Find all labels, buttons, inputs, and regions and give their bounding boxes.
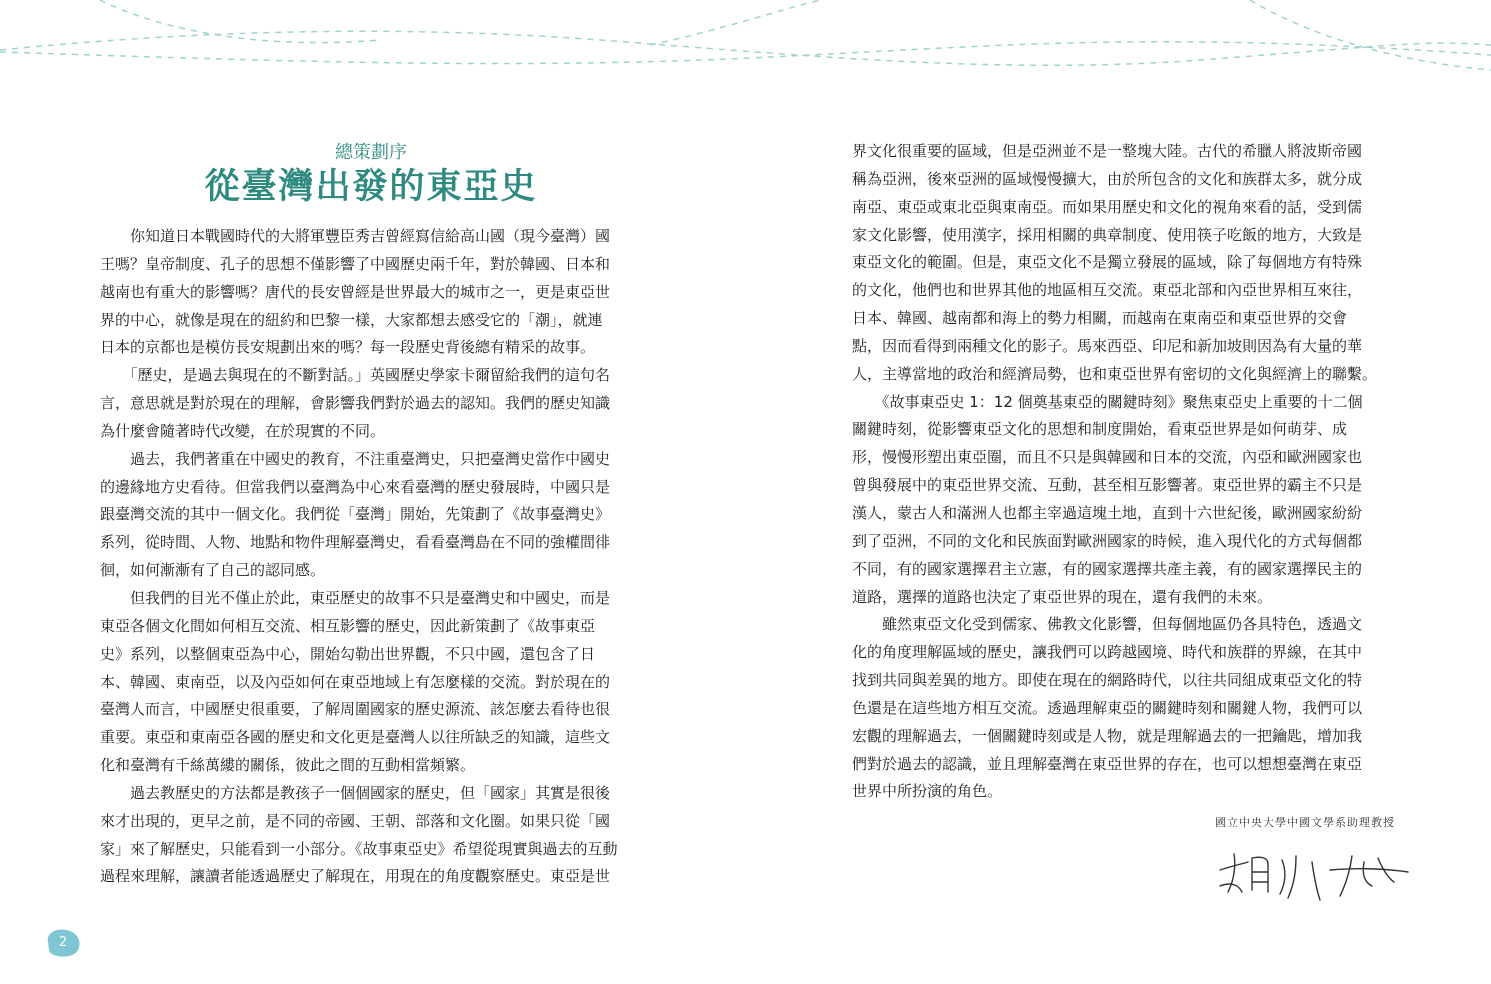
- text-line: 南亞、東亞或東北亞與東南亞。而如果用歷史和文化的視角來看的話，受到儒: [852, 197, 1363, 216]
- decorative-wave-lines: [0, 0, 1491, 120]
- text-line: 化和臺灣有千絲萬縷的關係，彼此之間的互動相當頻繁。: [100, 756, 476, 775]
- preface-subtitle: 總策劃序: [335, 142, 407, 163]
- text-line: 雖然東亞文化受到儒家、佛教文化影響，但每個地區仍各具特色，透過文: [852, 615, 1363, 634]
- text-line: 關鍵時刻，從影響東亞文化的思想和制度開始，看東亞世界是如何萌芽、成: [852, 420, 1348, 439]
- text-line: 的邊緣地方史看待。但當我們以臺灣為中心來看臺灣的歷史發展時，中國只是: [100, 477, 611, 496]
- text-line: 史》系列，以整個東亞為中心，開始勾勒出世界觀，不只中國，還包含了日: [100, 644, 596, 663]
- text-line: 家」來了解歷史，只能看到一小部分。《故事東亞史》希望從現實與過去的互動: [100, 839, 618, 858]
- left-text-column: [100, 223, 643, 891]
- text-line: 們對於過去的認識，並且理解臺灣在東亞世界的存在，也可以想想臺灣在東亞: [852, 754, 1363, 773]
- text-line: 道路，選擇的道路也決定了東亞世界的現在，還有我們的未來。: [852, 587, 1273, 606]
- text-line: 你知道日本戰國時代的大將軍豐臣秀吉曾經寫信給高山國（現今臺灣）國: [100, 227, 611, 245]
- text-line: 跟臺灣交流的其中一個文化。我們從「臺灣」開始，先策劃了《故事臺灣史》: [100, 505, 611, 524]
- text-line: 家文化影響，使用漢字，採用相關的典章制度、使用筷子吃飯的地方，大致是: [852, 225, 1363, 244]
- text-line: 不同，有的國家選擇君主立憲，有的國家選擇共產主義，有的國家選擇民主的: [852, 559, 1363, 578]
- text-line: 點，因而看得到兩種文化的影子。馬來西亞、印尼和新加坡則因為有大量的華: [852, 336, 1363, 355]
- text-line: 色還是在這些地方相互交流。透過理解東亞的關鍵時刻和關鍵人物，我們可以: [852, 698, 1363, 717]
- text-line: 界的中心，就像是現在的紐約和巴黎一樣，大家都想去感受它的「潮」，就連: [100, 310, 603, 329]
- text-line: 世界中所扮演的角色。: [852, 782, 1003, 801]
- author-affiliation: 國立中央大學中國文學系助理教授: [1215, 816, 1395, 829]
- text-line: 東亞文化的範圍。但是，東亞文化不是獨立發展的區域，除了每個地方有特殊: [852, 253, 1363, 272]
- page-title: 從臺灣出發的東亞史: [204, 167, 538, 207]
- text-line: 系列，從時間、人物、地點和物件理解臺灣史，看看臺灣島在不同的強權間徘: [100, 533, 611, 552]
- text-line: 日本的京都也是模仿長安規劃出來的嗎？每一段歷史背後總有精采的故事。: [100, 338, 596, 357]
- text-line: 宏觀的理解過去，一個關鍵時刻或是人物，就是理解過去的一把鑰匙，增加我: [852, 726, 1363, 745]
- text-line: 日本、韓國、越南都和海上的勢力相關，而越南在東南亞和東亞世界的交會: [852, 309, 1348, 328]
- text-line: 《故事東亞史 1：12 個奠基東亞的關鍵時刻》聚焦東亞史上重要的十二個: [852, 392, 1363, 411]
- text-line: 過去，我們著重在中國史的教育，不注重臺灣史，只把臺灣史當作中國史: [100, 449, 611, 468]
- page-number: 2: [58, 935, 68, 950]
- text-line: 過去教歷史的方法都是教孩子一個個國家的歷史，但「國家」其實是很後: [100, 783, 611, 802]
- text-line: 到了亞洲，不同的文化和民族面對歐洲國家的時候，進入現代化的方式每個都: [852, 531, 1363, 550]
- handwritten-signature: [1212, 842, 1412, 912]
- text-line: 徊，如何漸漸有了自己的認同感。: [100, 561, 326, 580]
- text-line: 形，慢慢形塑出東亞圈，而且不只是與韓國和日本的交流，內亞和歐洲國家也: [852, 448, 1363, 467]
- text-line: 但我們的目光不僅止於此，東亞歷史的故事不只是臺灣史和中國史，而是: [100, 588, 611, 607]
- text-line: 越南也有重大的影響嗎？唐代的長安曾經是世界最大的城市之一，更是東亞世: [100, 282, 611, 301]
- text-line: 王嗎？皇帝制度、孔子的思想不僅影響了中國歷史兩千年，對於韓國、日本和: [100, 254, 611, 273]
- text-line: 化的角度理解區域的歷史，讓我們可以跨越國境、時代和族群的界線，在其中: [852, 643, 1363, 662]
- text-line: 找到共同與差異的地方。即使在現在的網路時代，以往共同組成東亞文化的特: [852, 671, 1363, 690]
- text-line: 的文化，他們也和世界其他的地區相互交流。東亞北部和內亞世界相互來往，: [852, 281, 1363, 300]
- text-line: 過程來理解，讓讀者能透過歷史了解現在，用現在的角度觀察歷史。東亞是世: [100, 867, 611, 886]
- text-line: 界文化很重要的區域，但是亞洲並不是一整塊大陸。古代的希臘人將波斯帝國: [852, 142, 1363, 160]
- text-line: 稱為亞洲，後來亞洲的區域慢慢擴大，由於所包含的文化和族群太多，就分成: [852, 169, 1363, 188]
- text-line: 為什麼會隨著時代改變，在於現實的不同。: [100, 421, 386, 440]
- text-line: 重要。東亞和東南亞各國的歷史和文化更是臺灣人以往所缺乏的知識，這些文: [100, 728, 611, 747]
- text-line: 「歷史，是過去與現在的不斷對話。」英國歷史學家卡爾留給我們的這句名: [100, 366, 611, 385]
- text-line: 本、韓國、東南亞，以及內亞如何在東亞地域上有怎麼樣的交流。對於現在的: [100, 672, 611, 691]
- text-line: 曾與發展中的東亞世界交流、互動，甚至相互影響著。東亞世界的霸主不只是: [852, 476, 1363, 495]
- text-line: 東亞各個文化間如何相互交流、相互影響的歷史，因此新策劃了《故事東亞: [100, 616, 596, 635]
- text-line: 來才出現的，更早之前，是不同的帝國、王朝、部落和文化圈。如果只從「國: [100, 811, 611, 830]
- text-line: 臺灣人而言，中國歷史很重要，了解周圍國家的歷史源流、該怎麼去看待也很: [100, 700, 611, 719]
- text-line: 漢人，蒙古人和滿洲人也都主宰過這塊土地，直到十六世紀後，歐洲國家紛紛: [852, 503, 1363, 522]
- right-text-column: [852, 138, 1395, 806]
- text-line: 人，主導當地的政治和經濟局勢，也和東亞世界有密切的文化與經濟上的聯繫。: [852, 364, 1378, 383]
- text-line: 言，意思就是對於現在的理解，會影響我們對於過去的認知。我們的歷史知識: [100, 394, 611, 413]
